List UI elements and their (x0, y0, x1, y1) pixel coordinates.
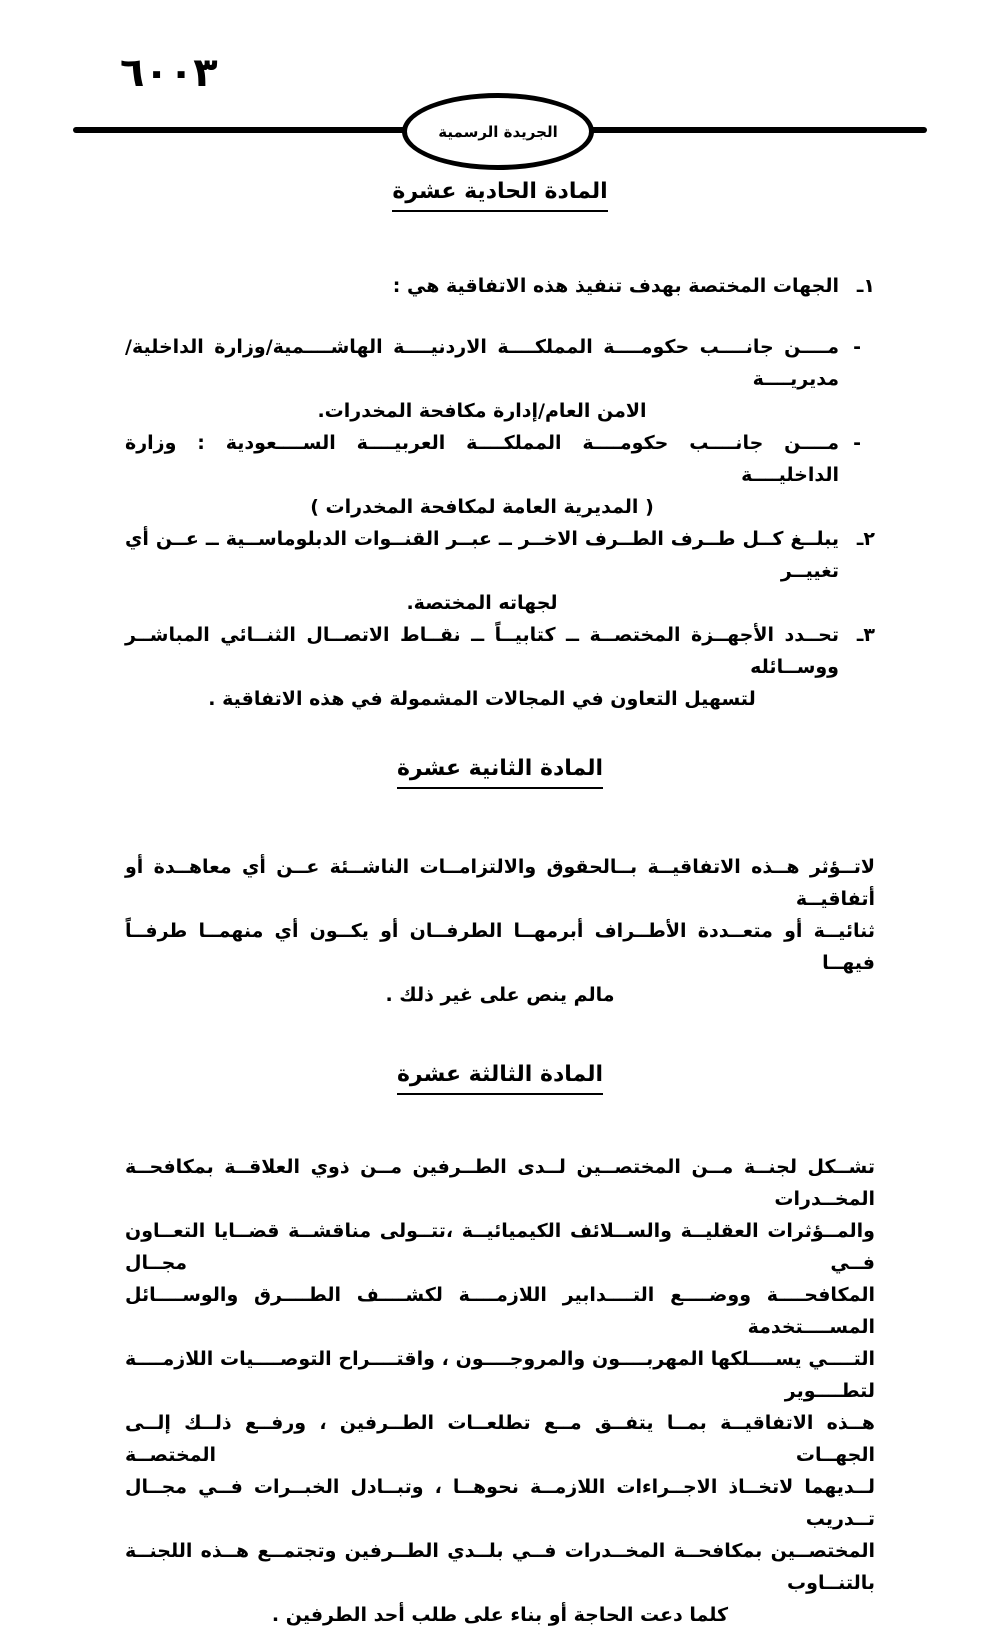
article-13-line-5: هــذه الاتفاقيــة بمــا يتفــق مــع تطلعــات الطــرفين ، ورفــع ذلــك إلــى الجهــات المختصــة (125, 1412, 875, 1466)
bullet-1-dash: - (853, 336, 861, 358)
item-3-number: ٣ـ (856, 624, 875, 646)
bullet-1-line-2: الامن العام/إدارة مكافحة المخدرات. (317, 400, 647, 422)
gazette-oval-badge (402, 93, 594, 170)
article-13-heading (125, 1061, 875, 1095)
article-13-line-1: تشــكل لجنــة مــن المختصــين لــدى الطــرفين مــن ذوي العلاقــة بمكافحــة المخــدرات (125, 1156, 875, 1210)
item-1-number: ١ـ (856, 275, 875, 297)
article-12-line-1: لاتــؤثر هــذه الاتفاقيــة بــالحقوق والالتزامــات الناشــئة عــن أي معاهــدة أو أتفاقيــة (125, 856, 875, 910)
article-11-bullet-2 (125, 427, 875, 523)
article-11-item-3 (125, 619, 875, 715)
item-2-lines (125, 523, 839, 619)
article-12-heading (125, 755, 875, 789)
document-body (125, 176, 875, 1631)
article-13-line-8: كلما دعت الحاجة أو بناء على طلب أحد الطرفين . (271, 1604, 729, 1626)
article-12-heading-text: المادة الثانية عشرة (397, 755, 603, 789)
article-13-line-6: لــديهما لاتخــاذ الاجــراءات اللازمــة نحوهــا ، وتبــادل الخبــرات فــي مجــال تــدريب (125, 1476, 875, 1530)
article-12-line-2: ثنائيــة أو متعــددة الأطــراف أبرمهــا الطرفــان أو يكــون أي منهمــا طرفــاً فيهــا (125, 920, 875, 974)
article-11-item-2 (125, 523, 875, 619)
article-13-line-2: والمــؤثرات العقليــة والســلائف الكيميائيــة ،تتــولى مناقشــة قضــايا التعــاون فــي مجــال (125, 1220, 875, 1274)
bullet-1-line-1: مــــن جانــــب حكومــــة المملكــــة الاردنيــــة الهاشــــمية/وزارة الداخلية/مديريــــة (125, 336, 839, 390)
item-2-number: ٢ـ (856, 528, 875, 550)
article-13-line-7: المختصــين بمكافحــة المخــدرات فــي بلــدي الطــرفين وتجتمــع هــذه اللجنــة بالتنــاوب (125, 1540, 875, 1594)
item-3-lines (125, 619, 839, 715)
item-3-line-1: تحــدد الأجهــزة المختصــة ــ كتابيــاً ــ نقــاط الاتصــال الثنــائي المباشــر ووســائله (125, 624, 839, 678)
bullet-2-lines (125, 427, 839, 523)
article-13-paragraph (125, 1151, 875, 1631)
article-11-bullet-1 (125, 331, 875, 427)
article-13-heading-text: المادة الثالثة عشرة (397, 1061, 603, 1095)
item-1-lines (125, 270, 839, 302)
bullet-2-line-2: ( المديرية العامة لمكافحة المخدرات ) (310, 496, 654, 518)
article-11-heading-text: المادة الحادية عشرة (392, 178, 607, 212)
article-11-heading (125, 178, 875, 212)
page-number: ٦٠٠٣ (120, 50, 218, 96)
item-2-line-2: لجهاته المختصة. (406, 592, 558, 614)
item-2-line-1: يبلــغ كــل طــرف الطــرف الاخــر ــ عبــر القنــوات الدبلوماســية ــ عــن أي تغييــر (125, 528, 839, 582)
item-3-line-2: لتسهيل التعاون في المجالات المشمولة في هذه الاتفاقية . (208, 688, 756, 710)
gazette-title: الجريدة الرسمية (438, 122, 558, 141)
bullet-1-lines (125, 331, 839, 427)
article-12-line-3: مالم ينص على غير ذلك . (385, 984, 615, 1006)
bullet-2-dash: - (853, 432, 861, 454)
article-13-line-4: التــــي يســــلكها المهربــــون والمروجــــون ، واقتــــراح التوصــــيات اللازمــــة لتطــــوير (125, 1348, 875, 1402)
article-11-item-1 (125, 270, 875, 302)
article-13-line-3: المكافحــــة ووضــــع التــــدابير اللازمــــة لكشــــف الطــــرق والوســــائل المســــتخدمة (125, 1284, 875, 1338)
article-12-paragraph (125, 851, 875, 1011)
bullet-2-line-1: مــــن جانــــب حكومــــة المملكــــة العربيــــة الســــعودية : وزارة الداخليــــة (125, 432, 839, 486)
item-1-line-1: الجهات المختصة بهدف تنفيذ هذه الاتفاقية هي : (392, 275, 839, 297)
